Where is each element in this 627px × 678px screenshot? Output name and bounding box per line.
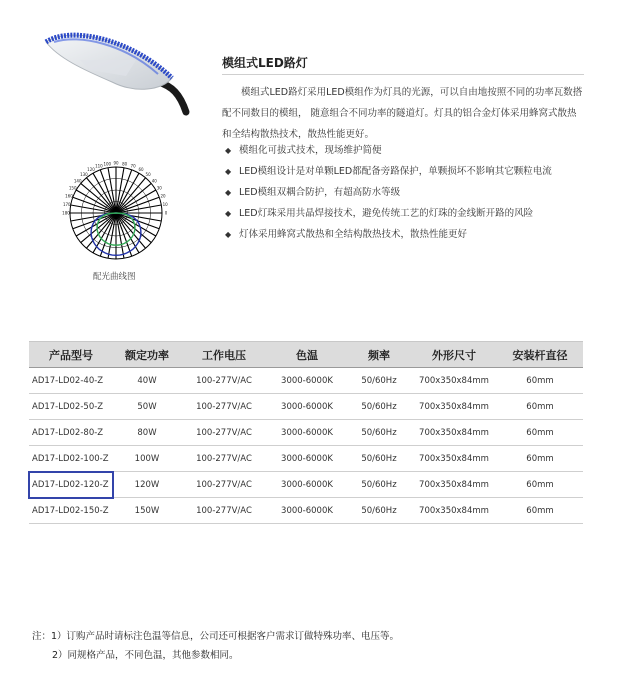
cell-color-temp: 3000-6000K: [267, 446, 347, 472]
cell-pole-diameter: 60mm: [497, 446, 583, 472]
cell-pole-diameter: 60mm: [497, 394, 583, 420]
note-2: 2）同规格产品，不同色温，其他参数相同。: [52, 650, 239, 661]
feature-item: ◆ 模组化可拔式技术，现场维护简便: [222, 140, 552, 161]
diamond-bullet-icon: ◆: [225, 209, 232, 218]
cell-color-temp: 3000-6000K: [267, 394, 347, 420]
polar-angle-label: 40: [151, 178, 157, 184]
cell-voltage: 100-277V/AC: [181, 446, 267, 472]
cell-frequency: 50/60Hz: [347, 498, 411, 524]
polar-angle-label: 120: [87, 167, 95, 173]
cell-pole-diameter: 60mm: [497, 420, 583, 446]
table-row: [29, 446, 583, 472]
cell-voltage: 100-277V/AC: [181, 472, 267, 498]
table-header-row: [29, 342, 583, 368]
feature-item: ◆ LED模组双耦合防护，有超高防水等级: [222, 182, 552, 203]
polar-angle-label: 30: [156, 185, 162, 191]
cell-model-highlighted[interactable]: AD17-LD02-120-Z: [29, 472, 113, 498]
product-description: 模组式LED路灯采用LED模组作为灯具的光源，可以自由地按照不同的功率瓦数搭配不同数目的模组， 随意组合不同功率的隧道灯。灯具的铝合金灯体采用蜂窝式散热和全结构散热技术，散热性能更好。: [222, 87, 583, 140]
polar-angle-label: 110: [95, 163, 103, 169]
header-voltage: 工作电压: [181, 342, 267, 368]
polar-angle-label: 80: [122, 161, 128, 167]
header-frequency: 频率: [347, 342, 411, 368]
table-row-highlighted: [29, 472, 583, 498]
cell-voltage: 100-277V/AC: [181, 420, 267, 446]
cell-color-temp: 3000-6000K: [267, 420, 347, 446]
cell-frequency: 50/60Hz: [347, 420, 411, 446]
header-power: 额定功率: [113, 342, 181, 368]
polar-angle-label: 0: [164, 210, 168, 216]
polar-angle-label: 10: [162, 201, 168, 207]
cell-dimensions: 700x350x84mm: [411, 446, 497, 472]
header-color-temp: 色温: [267, 342, 347, 368]
polar-chart-caption: 配光曲线图: [93, 272, 136, 282]
polar-angle-label: 20: [160, 193, 166, 199]
cell-dimensions: 700x350x84mm: [411, 368, 497, 394]
cell-power: 80W: [113, 420, 181, 446]
header-model: 产品型号: [29, 342, 113, 368]
title-divider: [222, 74, 584, 75]
diamond-bullet-icon: ◆: [225, 230, 232, 239]
cell-pole-diameter: 60mm: [497, 368, 583, 394]
cell-power: 100W: [113, 446, 181, 472]
cell-power: 50W: [113, 394, 181, 420]
polar-angle-label: 160: [65, 193, 73, 199]
cell-frequency: 50/60Hz: [347, 446, 411, 472]
diamond-bullet-icon: ◆: [225, 188, 232, 197]
cell-power: 150W: [113, 498, 181, 524]
diamond-bullet-icon: ◆: [225, 167, 232, 176]
cell-voltage: 100-277V/AC: [181, 498, 267, 524]
polar-angle-label: 180: [62, 210, 70, 216]
header-pole-diameter: 安装杆直径: [497, 342, 583, 368]
cell-model: AD17-LD02-150-Z: [29, 498, 113, 524]
cell-dimensions: 700x350x84mm: [411, 498, 497, 524]
cell-color-temp: 3000-6000K: [267, 368, 347, 394]
street-lamp-image: [40, 20, 200, 120]
cell-model: AD17-LD02-40-Z: [29, 368, 113, 394]
polar-angle-label: 130: [80, 172, 88, 178]
product-title: 模组式LED路灯: [222, 56, 308, 70]
table-row: [29, 420, 583, 446]
cell-voltage: 100-277V/AC: [181, 368, 267, 394]
polar-angle-label: 70: [130, 163, 136, 169]
cell-pole-diameter: 60mm: [497, 498, 583, 524]
polar-angle-label: 50: [145, 172, 151, 178]
polar-angle-label: 150: [68, 185, 77, 191]
polar-angle-label: 170: [62, 201, 71, 207]
cell-dimensions: 700x350x84mm: [411, 394, 497, 420]
cell-power: 120W: [113, 472, 181, 498]
cell-dimensions: 700x350x84mm: [411, 472, 497, 498]
cell-frequency: 50/60Hz: [347, 394, 411, 420]
cell-dimensions: 700x350x84mm: [411, 420, 497, 446]
cell-model: AD17-LD02-50-Z: [29, 394, 113, 420]
feature-item: ◆ LED模组设计是对单颗LED都配备旁路保护，单颗损坏不影响其它颗粒电流: [222, 161, 552, 182]
light-distribution-polar-chart: [58, 150, 174, 266]
cell-model: AD17-LD02-100-Z: [29, 446, 113, 472]
feature-item: ◆ 灯体采用蜂窝式散热和全结构散热技术，散热性能更好: [222, 224, 552, 245]
table-row: [29, 394, 583, 420]
header-dimensions: 外形尺寸: [411, 342, 497, 368]
notes: [32, 627, 399, 665]
cell-pole-diameter: 60mm: [497, 472, 583, 498]
spec-table: [29, 341, 583, 524]
polar-angle-label: 60: [138, 167, 144, 173]
table-row: [29, 368, 583, 394]
feature-list: [222, 140, 552, 245]
polar-angle-label: 100: [103, 161, 112, 167]
diamond-bullet-icon: ◆: [225, 146, 232, 155]
note-1: 注：1）订购产品时请标注色温等信息，公司还可根据客户需求订做特殊功率、电压等。: [32, 631, 400, 642]
table-row: [29, 498, 583, 524]
feature-item: ◆ LED灯珠采用共晶焊接技术，避免传统工艺的灯珠的金线断开路的风险: [222, 203, 552, 224]
cell-power: 40W: [113, 368, 181, 394]
cell-model: AD17-LD02-80-Z: [29, 420, 113, 446]
cell-frequency: 50/60Hz: [347, 368, 411, 394]
cell-frequency: 50/60Hz: [347, 472, 411, 498]
cell-color-temp: 3000-6000K: [267, 472, 347, 498]
cell-color-temp: 3000-6000K: [267, 498, 347, 524]
polar-angle-label: 140: [73, 178, 82, 184]
polar-angle-label: 90: [113, 160, 119, 166]
cell-voltage: 100-277V/AC: [181, 394, 267, 420]
